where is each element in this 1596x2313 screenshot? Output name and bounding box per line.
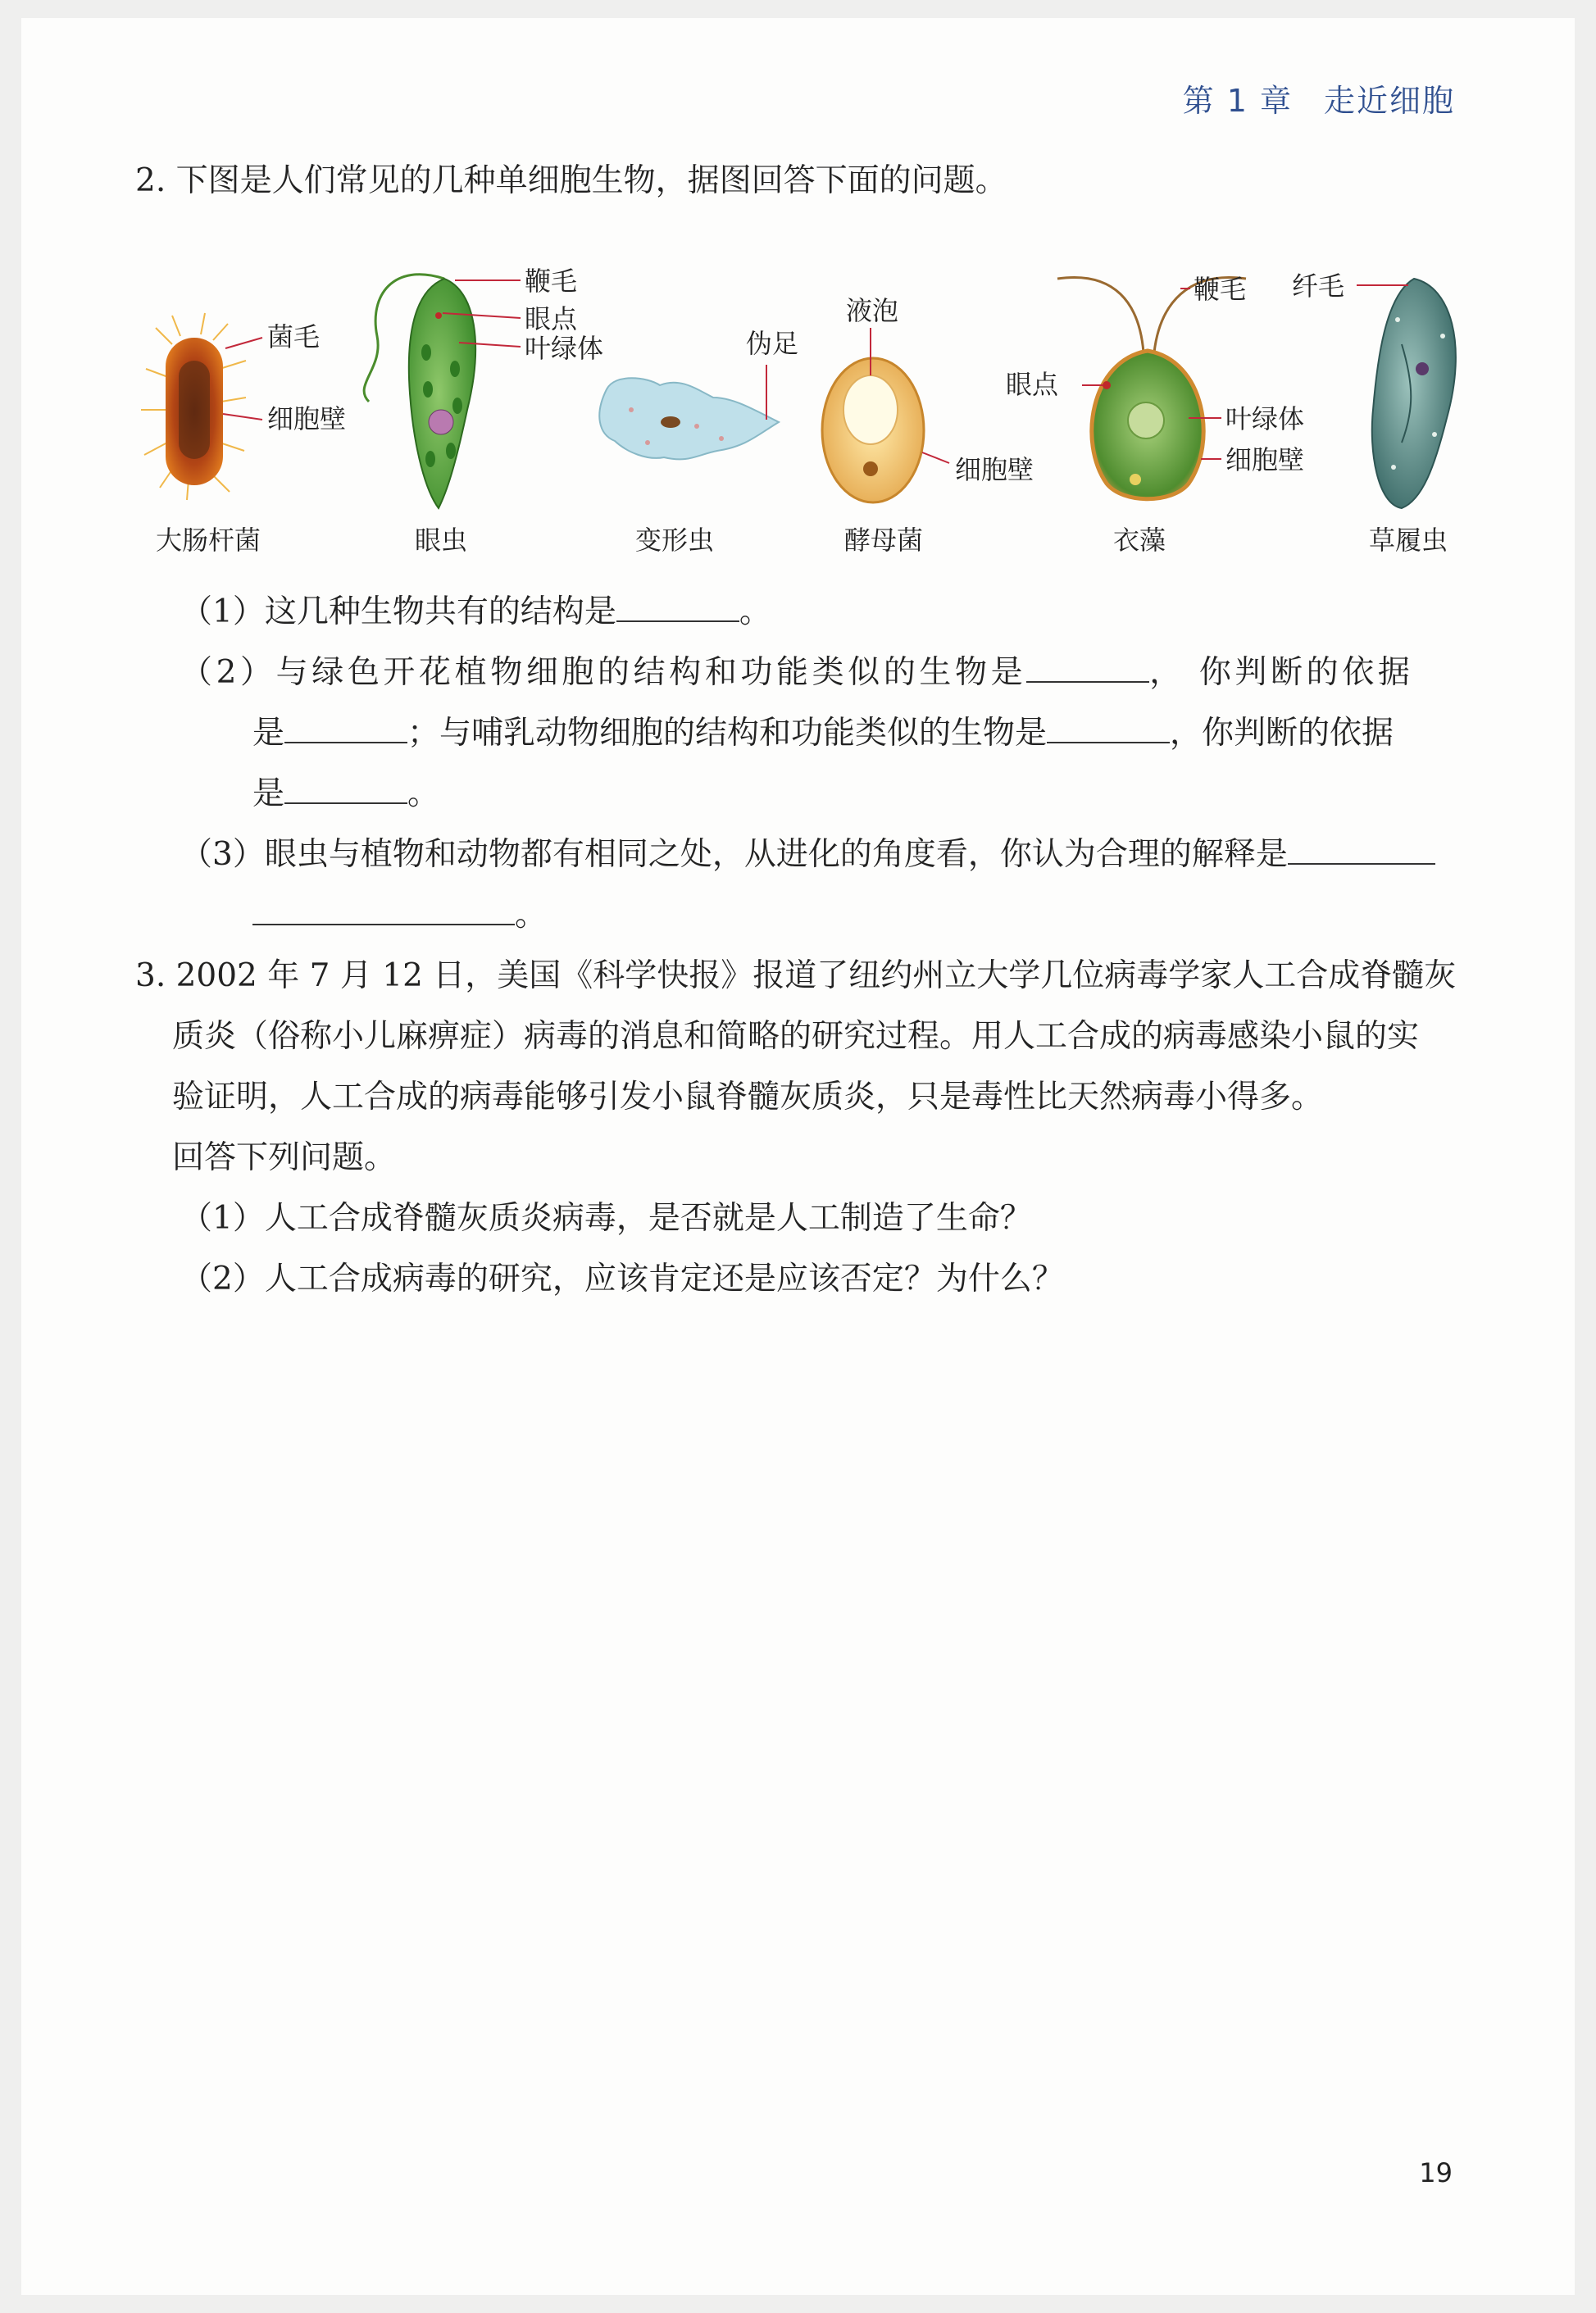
chlamydomonas-illustration <box>1057 277 1246 498</box>
answer-blank[interactable] <box>252 899 515 925</box>
caption-chlamydomonas: 衣藻 <box>1113 525 1166 556</box>
euglena-label-chloroplast: 叶绿体 <box>525 333 604 364</box>
q3-line4: 回答下列问题。 <box>172 1139 397 1176</box>
amoeba-label-pseudopod: 伪足 <box>746 328 799 359</box>
chlamy-label-eyespot: 眼点 <box>1006 369 1059 400</box>
q2-sub3-line2: 。 <box>252 895 547 936</box>
q2-sub1: （1）这几种生物共有的结构是 。 <box>180 593 771 630</box>
answer-blank[interactable] <box>284 717 407 743</box>
amoeba-illustration <box>599 365 779 459</box>
page-number: 19 <box>1419 2157 1453 2188</box>
euglena-illustration <box>364 275 521 508</box>
caption-paramecium: 草履虫 <box>1369 525 1448 556</box>
answer-blank[interactable] <box>1047 717 1170 743</box>
chapter-number: 第 1 章 <box>1182 83 1293 119</box>
question-2-stem: 2. 下图是人们常见的几种单细胞生物，据图回答下面的问题。 <box>135 162 1007 199</box>
caption-ecoli: 大肠杆菌 <box>156 525 261 556</box>
euglena-label-flagellum: 鞭毛 <box>525 266 578 297</box>
ecoli-illustration <box>141 313 262 500</box>
q2-sub3-line1: （3）眼虫与植物和动物都有相同之处，从进化的角度看，你认为合理的解释是 <box>180 834 1435 875</box>
caption-euglena: 眼虫 <box>415 525 468 556</box>
chapter-header <box>1183 75 1455 120</box>
q2-sub2-line2: 是 ；与哺乳动物细胞的结构和功能类似的生物是 ，你判断的依据 <box>252 715 1394 752</box>
q3-sub1: （1）人工合成脊髓灰质炎病毒，是否就是人工制造了生命？ <box>180 1200 1032 1237</box>
q2-sub2-line1: （2）与绿色开花植物细胞的结构和功能类似的生物是 ， 你判断的依据 <box>180 654 1414 691</box>
caption-yeast: 酵母菌 <box>844 525 924 556</box>
paramecium-illustration <box>1357 279 1456 508</box>
ecoli-label-pili: 菌毛 <box>267 321 321 352</box>
chlamy-label-cell-wall: 细胞壁 <box>1225 444 1305 475</box>
yeast-label-vacuole: 液泡 <box>846 295 899 326</box>
single-cell-organisms-figure <box>123 246 1476 574</box>
chlamy-label-chloroplast: 叶绿体 <box>1225 403 1305 434</box>
q3-line1: 3. 2002 年 7 月 12 日，美国《科学快报》报道了纽约州立大学几位病毒学家人工合成脊髓灰 <box>135 957 1457 994</box>
ecoli-label-cell-wall: 细胞壁 <box>267 403 347 434</box>
answer-blank[interactable] <box>616 596 739 622</box>
answer-blank[interactable] <box>1288 838 1435 865</box>
caption-amoeba: 变形虫 <box>635 525 715 556</box>
answer-blank[interactable] <box>1026 657 1149 683</box>
yeast-illustration <box>822 328 949 502</box>
q2-sub2-line3: 是 。 <box>252 775 440 812</box>
answer-blank[interactable] <box>284 778 407 804</box>
q3-line3: 验证明，人工合成的病毒能够引发小鼠脊髓灰质炎，只是毒性比天然病毒小得多。 <box>172 1079 1324 1116</box>
yeast-label-cell-wall: 细胞壁 <box>955 454 1034 485</box>
q3-line2: 质炎（俗称小儿麻痹症）病毒的消息和简略的研究过程。用人工合成的病毒感染小鼠的实 <box>172 1018 1420 1055</box>
chapter-title: 走近细胞 <box>1323 83 1455 119</box>
euglena-label-eyespot: 眼点 <box>525 303 578 334</box>
paramecium-label-cilia: 纤毛 <box>1292 270 1345 302</box>
q3-sub2: （2）人工合成病毒的研究，应该肯定还是应该否定？为什么？ <box>180 1261 1064 1297</box>
chlamy-label-flagellum: 鞭毛 <box>1194 274 1247 305</box>
